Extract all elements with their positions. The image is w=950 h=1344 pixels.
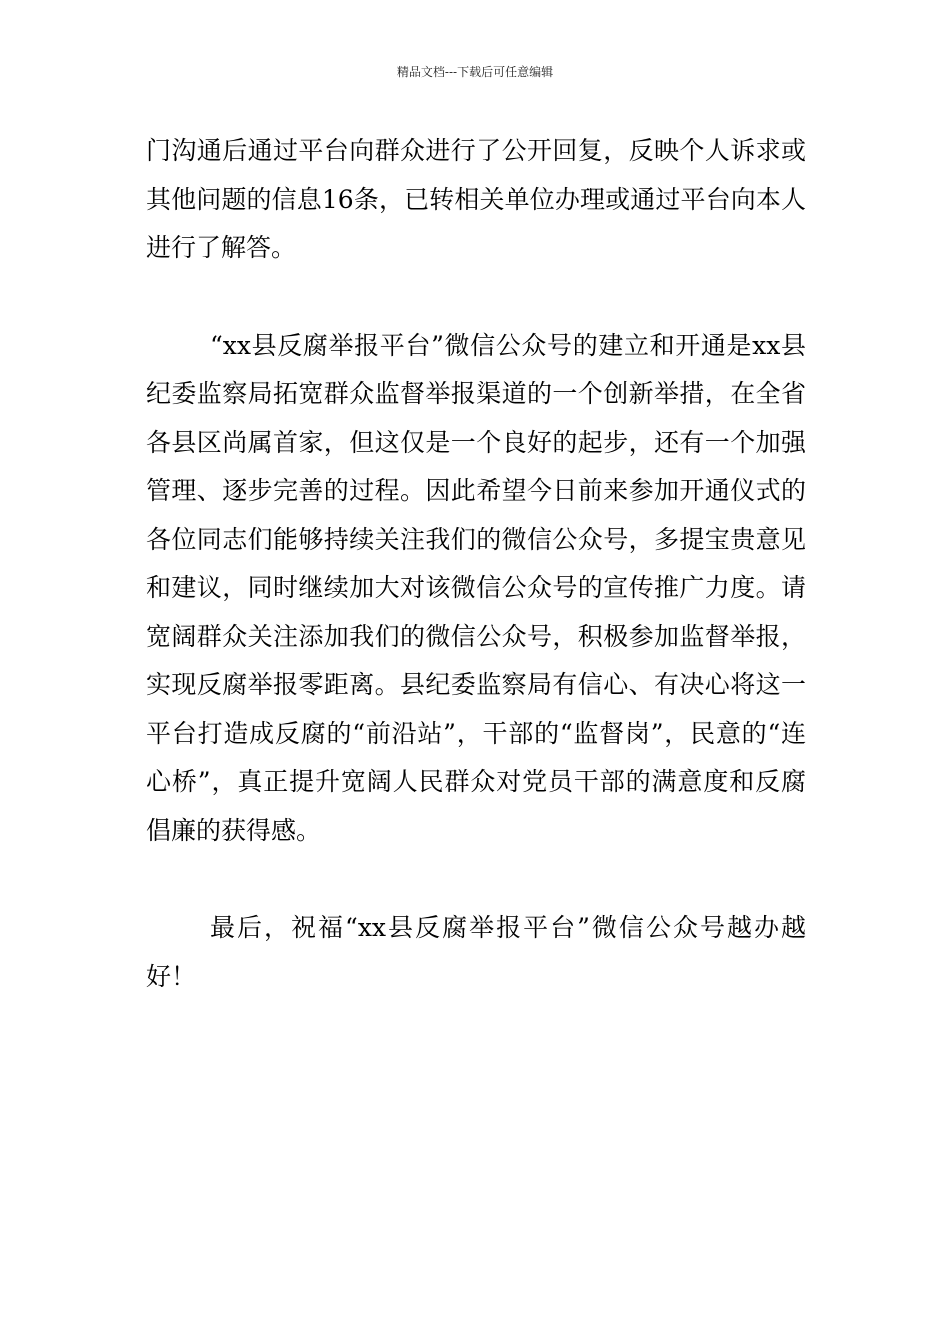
document-body (146, 127, 806, 1001)
paragraph-continuation: 门沟通后通过平台向群众进行了公开回复，反映个人诉求或其他问题的信息16条，已转相关单位办理或通过平台向本人进行了解答。 (146, 136, 806, 262)
page-header: 精品文档---下载后可任意编辑 (396, 65, 554, 79)
paragraph-closing-wish: 最后，祝福“xx县反腐举报平台”微信公众号越办越好！ (146, 913, 806, 991)
paragraph-platform-intro: “xx县反腐举报平台”微信公众号的建立和开通是xx县纪委监察局拓宽群众监督举报渠道的一个创新举措，在全省各县区尚属首家，但这仅是一个良好的起步，还有一个加强管理、逐步完善的过程。因此希望今日前来参加开通仪式的各位同志们能够持续关注我们的微信公众号，多提宝贵意见和建议，同时继续加大对该微信公众号的宣传推广力度。请宽阔群众关注添加我们的微信公众号，积极参加监督举报，实现反腐举报零距离。县纪委监察局有信心、有决心将这一平台打造成反腐的“前沿站”，干部的“监督岗”，民意的“连心桥”，真正提升宽阔人民群众对党员干部的满意度和反腐倡廉的获得感。 (146, 330, 806, 845)
paragraph-spacer (146, 273, 806, 322)
paragraph-spacer (146, 855, 806, 904)
